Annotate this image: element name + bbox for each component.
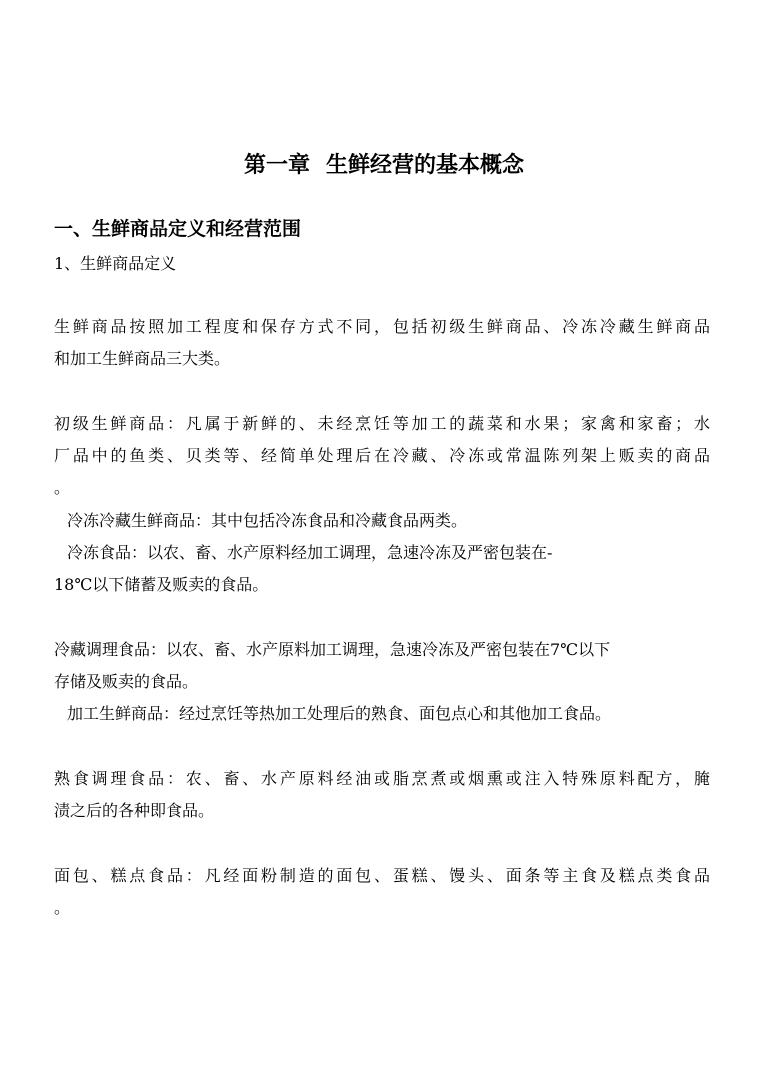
section-heading: 一、生鲜商品定义和经营范围 [54, 218, 302, 240]
paragraph-line: 生鲜商品按照加工程度和保存方式不同，包括初级生鲜商品、冷冻冷藏生鲜商品 [54, 317, 710, 336]
paragraph-line: 加工生鲜商品：经过烹饪等热加工处理后的熟食、面包点心和其他加工食品。 [67, 704, 612, 723]
paragraph-line: 和加工生鲜商品三大类。 [54, 349, 231, 368]
paragraph-line: 熟食调理食品：农、畜、水产原料经油或脂烹煮或烟熏或注入特殊原料配方，腌 [54, 769, 710, 788]
paragraph-line: 冷冻冷藏生鲜商品：其中包括冷冻食品和冷藏食品两类。 [67, 511, 468, 530]
paragraph-line: 渍之后的各种即食品。 [54, 801, 215, 820]
paragraph-line: 面包、糕点食品：凡经面粉制造的面包、蛋糕、馒头、面条等主食及糕点类食品 [54, 866, 710, 885]
paragraph-line: 。 [54, 898, 71, 917]
paragraph-line: 18℃以下储蓄及贩卖的食品。 [54, 575, 269, 594]
sub-heading: 1、生鲜商品定义 [54, 254, 177, 273]
paragraph-line: 初级生鲜商品：凡属于新鲜的、未经烹饪等加工的蔬菜和水果；家禽和家畜；水 [54, 414, 710, 433]
paragraph-line: 存储及贩卖的食品。 [54, 672, 199, 691]
paragraph-line: 厂品中的鱼类、贝类等、经简单处理后在冷藏、冷冻或常温陈列架上贩卖的商品 [54, 446, 710, 465]
paragraph-line: 冷冻食品：以农、畜、水产原料经加工调理，急速冷冻及严密包装在- [67, 543, 553, 562]
chapter-number: 第一章 [243, 152, 310, 178]
chapter-title [0, 148, 768, 182]
chapter-name: 生鲜经营的基本概念 [326, 152, 525, 178]
paragraph-line: 。 [54, 478, 71, 497]
paragraph-line: 冷藏调理食品：以农、畜、水产原料加工调理，急速冷冻及严密包装在7℃以下 [54, 640, 611, 659]
